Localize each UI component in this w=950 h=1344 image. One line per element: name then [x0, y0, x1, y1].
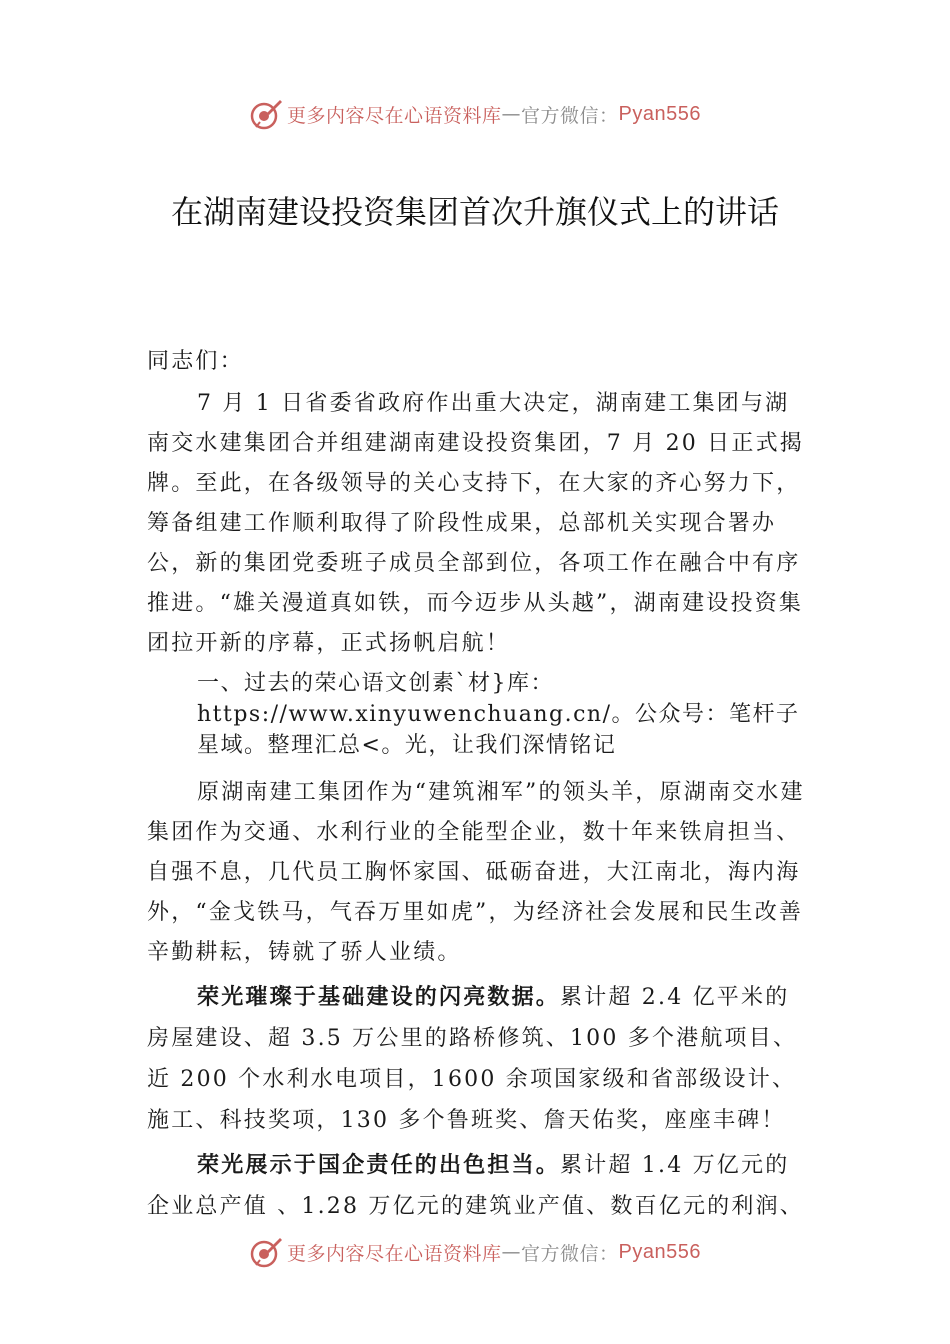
watermark-banner-top: [0, 94, 950, 134]
paragraph-4-lead: 荣光展示于国企责任的出色担当。: [197, 1152, 561, 1178]
section-heading-1: 一、过去的荣心语文创素`材}库：https://www.xinyuwenchuang.cn/。公众号：笔杆子星域。整理汇总<。光，让我们深情铭记: [197, 671, 800, 758]
salutation: 同志们：: [147, 349, 244, 374]
paragraph-1: 7 月 1 日省委省政府作出重大决定，湖南建工集团与湖南交水建集团合并组建湖南建设投资集团，7 月 20 日正式揭牌。至此，在各级领导的关心支持下，在大家的齐心努力下， 筹备组建工作顺利取得了阶段性成果，总部机关实现合署办公，新的集团党委班子成员全部到位，各项工作在融合中有序推进。“雄关漫道真如铁，而今迈步从头越”，湖南建设投资集团拉开新的序幕，正式扬帆启航！: [147, 391, 804, 656]
paragraph-3-text: 累计超 2.4 亿平米的房屋建设、超 3.5 万公里的路桥修筑、100 多个港航项目、近 200 个水利水电项目，1600 余项国家级和省部级设计、施工、科技奖项，130 多个鲁班奖、詹天佑奖，座座丰碑！: [147, 985, 798, 1133]
document-body: [147, 342, 805, 1227]
paragraph-3-lead: 荣光璀璨于基础建设的闪亮数据。: [197, 984, 561, 1010]
banner-dash: —: [501, 103, 522, 125]
watermark-banner-bottom: [0, 1232, 950, 1272]
banner-wechat-id: Pyan556: [618, 1240, 701, 1263]
pen-logo-icon: [249, 1235, 283, 1269]
banner-dash: —: [501, 1241, 522, 1263]
pen-logo-icon: [249, 97, 283, 131]
paragraph-3: [147, 977, 805, 1141]
document-title: 在湖南建设投资集团首次升旗仪式上的讲话: [170, 193, 779, 231]
banner-wechat-id: Pyan556: [618, 102, 701, 125]
banner-text: 更多内容尽在心语资料库: [287, 1242, 502, 1265]
paragraph-2: [147, 773, 805, 973]
paragraph-4-text: 累计超 1.4 万亿元的企业总产值 、1.28 万亿元的建筑业产值、数百亿元的利润、: [147, 1153, 804, 1219]
banner-wechat-label: 官方微信：: [521, 104, 619, 127]
paragraph-4: [147, 1145, 805, 1227]
paragraph-2-text: 原湖南建工集团作为“建筑湘军”的领头羊，原湖南交水建集团作为交通、水利行业的全能型企业，数十年来铁肩担当、自强不息，几代员工胸怀家国、砥砺奋进，大江南北，海内海外，“金戈铁马，气吞万里如虎”，为经济社会发展和民生改善辛勤耕耘，铸就了骄人业绩。: [147, 780, 805, 965]
banner-wechat-label: 官方微信：: [521, 1242, 619, 1265]
banner-text: 更多内容尽在心语资料库: [287, 104, 502, 127]
